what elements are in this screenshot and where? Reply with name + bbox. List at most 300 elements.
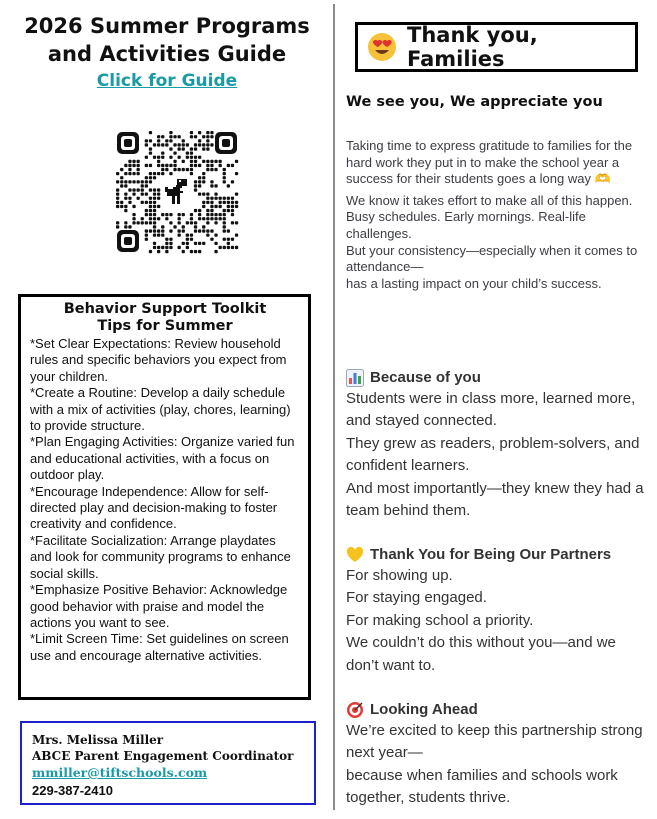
qr-module	[219, 213, 222, 216]
thanks-title: Thank you, Families	[407, 23, 538, 71]
intro-line: has a lasting impact on your child’s success.	[346, 275, 602, 291]
qr-module	[153, 217, 156, 220]
qr-module	[165, 139, 168, 142]
qr-module	[169, 221, 172, 224]
qr-module	[116, 205, 119, 208]
qr-module	[145, 234, 148, 237]
qr-module	[178, 217, 181, 220]
qr-module	[128, 164, 131, 167]
qr-module	[165, 246, 168, 249]
qr-module	[198, 176, 201, 179]
qr-module	[169, 238, 172, 241]
qr-module	[161, 234, 164, 237]
qr-module	[153, 156, 156, 159]
qr-module	[223, 229, 226, 232]
qr-finder-top-right	[215, 132, 237, 154]
yellow-heart-icon	[346, 546, 364, 564]
qr-module	[161, 168, 164, 171]
qr-module	[157, 250, 160, 253]
qr-module	[182, 213, 185, 216]
qr-module	[116, 193, 119, 196]
qr-module	[223, 246, 226, 249]
qr-module	[153, 221, 156, 224]
thanks-heading-box	[355, 22, 638, 72]
qr-module	[178, 221, 181, 224]
qr-module	[173, 225, 176, 228]
qr-module	[198, 164, 201, 167]
qr-module	[128, 172, 131, 175]
qr-module	[190, 172, 193, 175]
qr-module	[227, 197, 230, 200]
qr-module	[157, 143, 160, 146]
qr-module	[169, 139, 172, 142]
guide-title	[8, 12, 326, 68]
qr-module	[227, 246, 230, 249]
qr-module	[161, 213, 164, 216]
qr-module	[149, 164, 152, 167]
qr-module	[206, 168, 209, 171]
qr-module	[206, 160, 209, 163]
qr-module	[165, 213, 168, 216]
qr-code[interactable]	[115, 130, 239, 254]
section-body	[346, 565, 651, 677]
qr-module	[202, 135, 205, 138]
qr-module	[231, 197, 234, 200]
qr-module	[182, 160, 185, 163]
qr-module	[141, 201, 144, 204]
qr-module	[235, 221, 238, 224]
toolkit-tips	[30, 336, 300, 664]
qr-module	[206, 221, 209, 224]
qr-module	[202, 205, 205, 208]
qr-module	[194, 135, 197, 138]
qr-module	[132, 217, 135, 220]
qr-module	[231, 201, 234, 204]
qr-module	[231, 221, 234, 224]
qr-module	[182, 229, 185, 232]
qr-module	[198, 193, 201, 196]
intro-paragraph: Taking time to express gratitude to families for the hard work they put in to make the school year a success for their students goes a long way 🫶	[346, 138, 633, 187]
qr-module	[149, 180, 152, 183]
qr-module	[231, 213, 234, 216]
qr-module	[124, 205, 127, 208]
qr-module	[198, 180, 201, 183]
qr-module	[141, 188, 144, 191]
qr-module	[132, 188, 135, 191]
qr-module	[223, 238, 226, 241]
qr-module	[210, 164, 213, 167]
qr-module	[235, 172, 238, 175]
qr-module	[157, 197, 160, 200]
qr-module	[149, 131, 152, 134]
qr-module	[223, 201, 226, 204]
qr-module	[219, 164, 222, 167]
qr-module	[145, 213, 148, 216]
tip-clear-expectations: *Set Clear Expectations: Review household rules and specific behaviors you expect from your children.	[30, 336, 287, 384]
qr-module	[190, 234, 193, 237]
qr-module	[178, 213, 181, 216]
qr-module	[116, 197, 119, 200]
qr-module	[128, 168, 131, 171]
qr-module	[227, 205, 230, 208]
qr-module	[137, 172, 140, 175]
qr-module	[173, 168, 176, 171]
qr-module	[210, 229, 213, 232]
qr-module	[178, 229, 181, 232]
qr-module	[210, 143, 213, 146]
toolkit-title	[30, 301, 300, 335]
qr-module	[157, 160, 160, 163]
qr-module	[120, 180, 123, 183]
section-line: They grew as readers, problem-solvers, and confident learners.	[346, 434, 640, 475]
qr-module	[210, 197, 213, 200]
qr-module	[227, 209, 230, 212]
qr-module	[231, 180, 234, 183]
qr-module	[202, 160, 205, 163]
qr-module	[141, 184, 144, 187]
qr-module	[161, 246, 164, 249]
qr-module	[145, 193, 148, 196]
qr-module	[210, 135, 213, 138]
qr-module	[120, 176, 123, 179]
qr-module	[190, 168, 193, 171]
qr-module	[214, 205, 217, 208]
qr-module	[214, 168, 217, 171]
qr-module	[214, 213, 217, 216]
qr-module	[178, 156, 181, 159]
qr-module	[190, 152, 193, 155]
qr-module	[227, 238, 230, 241]
guide-title-line1: 2026 Summer Programs	[24, 14, 310, 38]
qr-module	[186, 238, 189, 241]
tip-screen-time: *Limit Screen Time: Set guidelines on screen use and encourage alternative activities.	[30, 631, 289, 663]
qr-module	[116, 180, 119, 183]
guide-link[interactable]: Click for Guide	[96, 71, 238, 91]
qr-module	[223, 176, 226, 179]
qr-module	[132, 193, 135, 196]
qr-module	[145, 180, 148, 183]
qr-module	[169, 164, 172, 167]
qr-module	[235, 193, 238, 196]
qr-module	[210, 217, 213, 220]
qr-module	[149, 221, 152, 224]
qr-module	[116, 172, 119, 175]
qr-module	[219, 217, 222, 220]
contact-phone: 229-387-2410	[32, 783, 113, 798]
qr-module	[149, 217, 152, 220]
qr-module	[223, 225, 226, 228]
qr-module	[223, 213, 226, 216]
column-divider	[333, 4, 335, 810]
qr-module	[153, 143, 156, 146]
appreciation-subhead: We see you, We appreciate you	[346, 94, 603, 110]
qr-module	[141, 193, 144, 196]
behavior-toolkit-box	[18, 294, 311, 700]
qr-module	[223, 209, 226, 212]
qr-module	[194, 147, 197, 150]
qr-module	[235, 160, 238, 163]
qr-module	[194, 188, 197, 191]
section-heading	[346, 699, 651, 720]
qr-module	[124, 172, 127, 175]
qr-module	[202, 147, 205, 150]
qr-module	[231, 205, 234, 208]
tip-socialization: *Facilitate Socialization: Arrange playdates and look for community programs to enhance social skills.	[30, 532, 291, 581]
qr-module	[223, 221, 226, 224]
section-line: We’re excited to keep this partnership strong next year—	[346, 722, 643, 762]
qr-module	[198, 184, 201, 187]
qr-module	[153, 242, 156, 245]
qr-module	[219, 205, 222, 208]
qr-module	[214, 217, 217, 220]
qr-module	[202, 176, 205, 179]
qr-module	[231, 246, 234, 249]
qr-module	[206, 217, 209, 220]
target-icon	[346, 701, 364, 719]
qr-module	[149, 147, 152, 150]
qr-module	[186, 246, 189, 249]
section-line: Students were in class more, learned more, and stayed connected.	[346, 390, 636, 430]
qr-module	[132, 213, 135, 216]
qr-module	[206, 143, 209, 146]
qr-module	[206, 197, 209, 200]
qr-module	[161, 152, 164, 155]
qr-module	[186, 168, 189, 171]
qr-module	[190, 147, 193, 150]
qr-module	[178, 246, 181, 249]
intro-line: Busy schedules. Early mornings. Real-life challenges.	[346, 209, 586, 241]
qr-module	[173, 164, 176, 167]
qr-module	[165, 168, 168, 171]
qr-module	[173, 143, 176, 146]
qr-module	[157, 188, 160, 191]
section-looking-ahead	[346, 699, 651, 810]
qr-module	[137, 197, 140, 200]
qr-module	[190, 156, 193, 159]
qr-module	[223, 197, 226, 200]
qr-module	[165, 242, 168, 245]
qr-module	[157, 139, 160, 142]
qr-module	[145, 143, 148, 146]
qr-module	[145, 209, 148, 212]
qr-module	[173, 160, 176, 163]
qr-module	[145, 156, 148, 159]
qr-module	[157, 135, 160, 138]
qr-module	[190, 250, 193, 253]
section-because-of-you	[346, 367, 651, 522]
qr-module	[194, 209, 197, 212]
qr-module	[227, 164, 230, 167]
qr-module	[202, 143, 205, 146]
bar-chart-icon	[346, 369, 364, 387]
qr-module	[202, 229, 205, 232]
qr-module	[137, 188, 140, 191]
qr-module	[124, 184, 127, 187]
qr-module	[128, 197, 131, 200]
qr-module	[132, 221, 135, 224]
qr-module	[149, 176, 152, 179]
qr-module	[182, 143, 185, 146]
section-line: For staying engaged.	[346, 589, 487, 607]
qr-module	[210, 180, 213, 183]
qr-module	[124, 209, 127, 212]
qr-module	[132, 164, 135, 167]
qr-module	[161, 225, 164, 228]
qr-module	[186, 221, 189, 224]
qr-module	[165, 217, 168, 220]
qr-module	[198, 250, 201, 253]
qr-module	[231, 238, 234, 241]
qr-module	[149, 209, 152, 212]
qr-module	[149, 172, 152, 175]
qr-module	[214, 197, 217, 200]
qr-module	[186, 242, 189, 245]
qr-module	[153, 188, 156, 191]
qr-module	[186, 152, 189, 155]
qr-module	[198, 242, 201, 245]
qr-module	[202, 193, 205, 196]
qr-module	[145, 176, 148, 179]
qr-module	[161, 156, 164, 159]
qr-module	[141, 217, 144, 220]
qr-finder-top-left	[117, 132, 139, 154]
qr-module	[120, 168, 123, 171]
qr-module	[161, 164, 164, 167]
qr-module	[194, 225, 197, 228]
qr-module	[178, 168, 181, 171]
qr-module	[190, 217, 193, 220]
qr-module	[198, 131, 201, 134]
qr-module	[210, 205, 213, 208]
intro-line: But your consistency—especially when it comes to attendance—	[346, 242, 638, 275]
qr-module	[132, 180, 135, 183]
qr-module	[137, 164, 140, 167]
qr-module	[231, 209, 234, 212]
qr-module	[194, 229, 197, 232]
contact-email-link[interactable]: mmiller@tiftschools.com	[32, 765, 208, 780]
qr-module	[128, 201, 131, 204]
qr-module	[194, 180, 197, 183]
qr-module	[214, 193, 217, 196]
qr-module	[153, 205, 156, 208]
qr-module	[173, 152, 176, 155]
section-body	[346, 720, 651, 810]
section-title: Because of you	[370, 369, 481, 386]
qr-module	[223, 168, 226, 171]
qr-module	[153, 229, 156, 232]
qr-module	[153, 201, 156, 204]
guide-title-line2: and Activities Guide	[47, 42, 287, 66]
qr-module	[169, 135, 172, 138]
qr-module	[145, 221, 148, 224]
qr-module	[227, 201, 230, 204]
qr-module	[120, 201, 123, 204]
qr-module	[124, 225, 127, 228]
section-heading	[346, 544, 651, 565]
qr-module	[149, 197, 152, 200]
qr-module	[194, 250, 197, 253]
qr-module	[210, 160, 213, 163]
qr-module	[235, 205, 238, 208]
qr-module	[141, 180, 144, 183]
qr-module	[190, 160, 193, 163]
qr-module	[182, 139, 185, 142]
qr-module	[219, 246, 222, 249]
qr-module	[157, 205, 160, 208]
qr-module	[169, 229, 172, 232]
right-column	[343, 0, 653, 819]
qr-module	[145, 229, 148, 232]
qr-module	[149, 152, 152, 155]
qr-module	[161, 143, 164, 146]
qr-module	[149, 201, 152, 204]
qr-module	[149, 139, 152, 142]
smiling-face-heart-eyes-icon	[367, 32, 397, 62]
qr-module	[190, 213, 193, 216]
qr-module	[161, 172, 164, 175]
qr-module	[153, 234, 156, 237]
section-title: Thank You for Being Our Partners	[370, 546, 612, 563]
qr-module	[178, 147, 181, 150]
qr-module	[124, 197, 127, 200]
qr-module	[153, 172, 156, 175]
qr-module	[149, 229, 152, 232]
toolkit-title-line1: Behavior Support Toolkit	[63, 301, 267, 317]
qr-module	[190, 135, 193, 138]
qr-module	[190, 221, 193, 224]
section-line: We couldn’t do this without you—and we don’t want to.	[346, 634, 616, 674]
qr-module	[137, 180, 140, 183]
qr-module	[219, 197, 222, 200]
qr-module	[235, 246, 238, 249]
qr-module	[198, 156, 201, 159]
qr-module	[206, 234, 209, 237]
qr-module	[116, 221, 119, 224]
qr-module	[165, 143, 168, 146]
qr-module	[153, 197, 156, 200]
qr-module	[153, 176, 156, 179]
qr-module	[161, 135, 164, 138]
section-line: And most importantly—they knew they had a team behind them.	[346, 479, 644, 520]
qr-module	[124, 221, 127, 224]
intro-line: We know it takes effort to make all of this happen.	[346, 192, 633, 208]
section-line: For making school a priority.	[346, 611, 534, 629]
qr-module	[149, 205, 152, 208]
qr-module	[178, 143, 181, 146]
qr-module	[202, 242, 205, 245]
qr-module	[157, 229, 160, 232]
qr-module	[214, 250, 217, 253]
qr-module	[161, 229, 164, 232]
qr-module	[153, 209, 156, 212]
qr-module	[145, 238, 148, 241]
qr-module	[132, 205, 135, 208]
qr-module	[202, 225, 205, 228]
qr-module	[202, 217, 205, 220]
qr-module	[169, 246, 172, 249]
qr-module	[223, 180, 226, 183]
toolkit-title-line2: Tips for Summer	[97, 318, 233, 334]
qr-module	[214, 184, 217, 187]
qr-module	[145, 164, 148, 167]
qr-module	[194, 242, 197, 245]
qr-module	[190, 131, 193, 134]
qr-module	[206, 209, 209, 212]
qr-module	[157, 246, 160, 249]
qr-module	[169, 172, 172, 175]
qr-module	[120, 205, 123, 208]
qr-module	[214, 242, 217, 245]
